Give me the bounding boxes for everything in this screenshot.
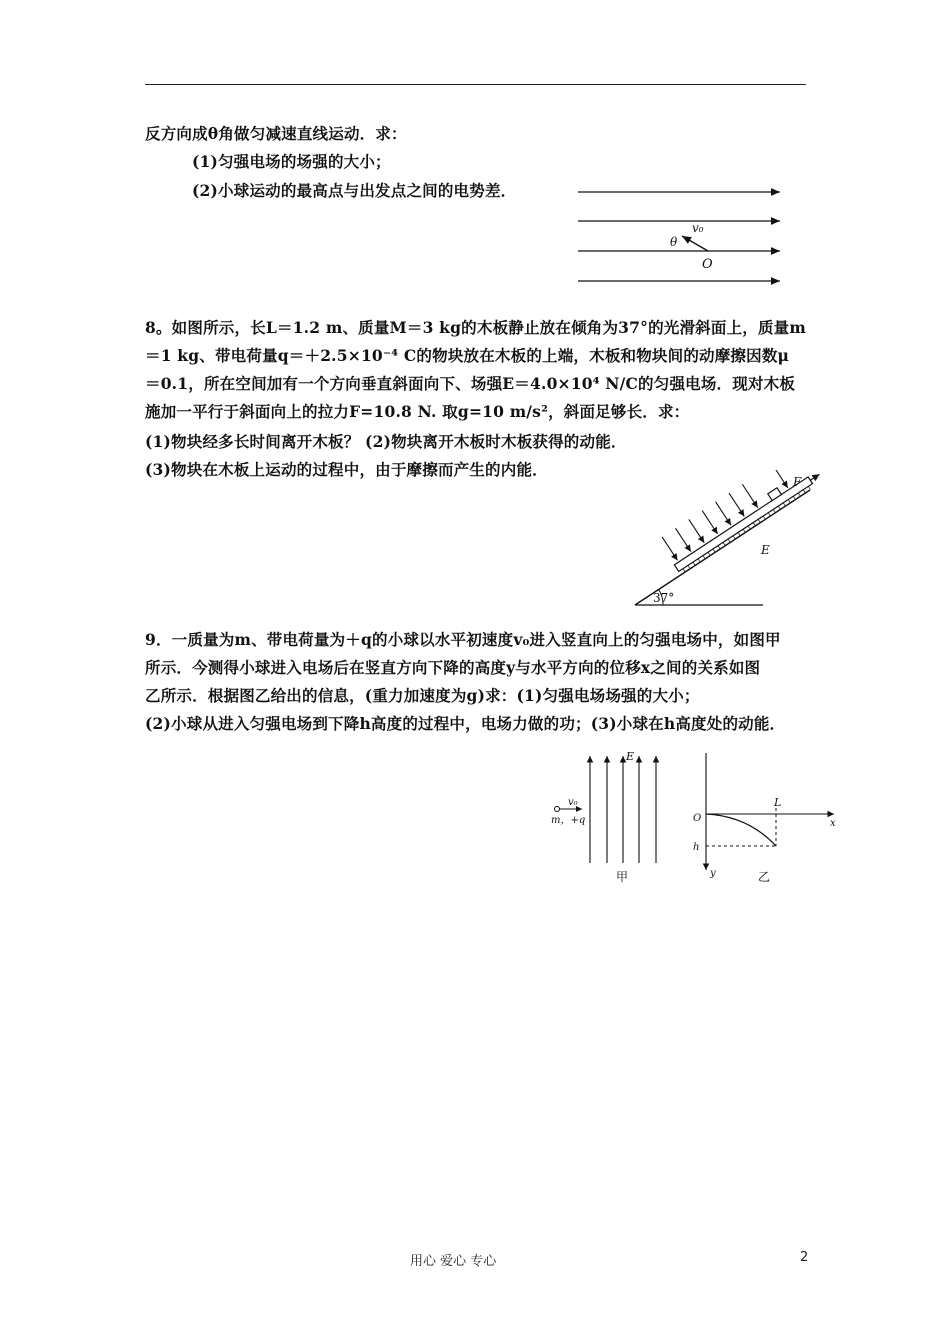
force-arrow (810, 474, 819, 480)
q9-line3: 乙所示．根据图乙给出的信息，(重力加速度为g)求：(1)匀强电场场强的大小； (145, 686, 700, 705)
origin-label: O (702, 257, 713, 272)
jia-field-label: E (626, 750, 635, 763)
q8-line5: (1)物块经多长时间离开木板？ (2)物块离开木板时木板获得的动能． (145, 432, 627, 451)
angle-label: 37° (653, 591, 675, 605)
q8-line1: 8。如图所示，长L＝1.2 m、质量M＝3 kg的木板静止放在倾角为37°的光滑斜面上，质量m (145, 318, 806, 337)
jia-v0-label: v₀ (568, 797, 578, 808)
jia-caption: 甲 (616, 870, 629, 884)
q8-line6: (3)物块在木板上运动的过程中，由于摩擦而产生的内能． (145, 460, 548, 479)
v0-label: v₀ (692, 221, 704, 235)
q7-sub1: (1)匀强电场的场强的大小； (192, 152, 391, 171)
velocity-arrow (682, 236, 708, 251)
q8-incline-figure (625, 470, 820, 610)
footer-motto: 用心 爱心 专心 (410, 1254, 497, 1269)
q7-intro: 反方向成θ角做匀减速直线运动．求： (145, 124, 407, 143)
q9-figure-yi (688, 748, 840, 888)
yi-L-label: L (774, 796, 782, 809)
yi-x-label: x (830, 818, 836, 829)
yi-O-label: O (693, 813, 702, 824)
theta-label: θ (670, 235, 678, 249)
header-rule (145, 84, 806, 85)
yi-caption: 乙 (758, 870, 771, 884)
jia-mq-label: m，+q (551, 815, 586, 826)
ball (555, 807, 560, 812)
q9-line2: 所示．今测得小球进入电场后在竖直方向下降的高度y与水平方向的位移x之间的关系如图 (145, 658, 761, 677)
q9-figure-jia (548, 748, 678, 888)
field-label: E (761, 543, 770, 557)
yi-y-label: y (710, 868, 716, 879)
q7-sub2: (2)小球运动的最高点与出发点之间的电势差． (192, 181, 517, 200)
q8-line4: 施加一平行于斜面向上的拉力F=10.8 N. 取g=10 m/s²，斜面足够长．求： (145, 402, 690, 421)
page-number: 2 (800, 1250, 809, 1265)
q9-line4: (2)小球从进入匀强电场到下降h高度的过程中，电场力做的功；(3)小球在h高度处的动能． (145, 714, 786, 733)
yi-h-label: h (693, 842, 700, 853)
force-label: F (793, 475, 802, 489)
q8-line3: ＝0.1，所在空间加有一个方向垂直斜面向下、场强E＝4.0×10⁴ N/C的匀强电场．现对木板 (145, 374, 796, 393)
q7-field-figure (570, 180, 795, 290)
slope-line (635, 490, 810, 605)
q8-line2: ＝1 kg、带电荷量q＝＋2.5×10⁻⁴ C的物块放在木板的上端，木板和物块间的动摩擦因数μ (145, 346, 790, 365)
q9-line1: 9．一质量为m、带电荷量为＋q的小球以水平初速度v₀进入竖直向上的匀强电场中，如图甲 (145, 630, 781, 649)
trajectory-curve (706, 814, 776, 846)
